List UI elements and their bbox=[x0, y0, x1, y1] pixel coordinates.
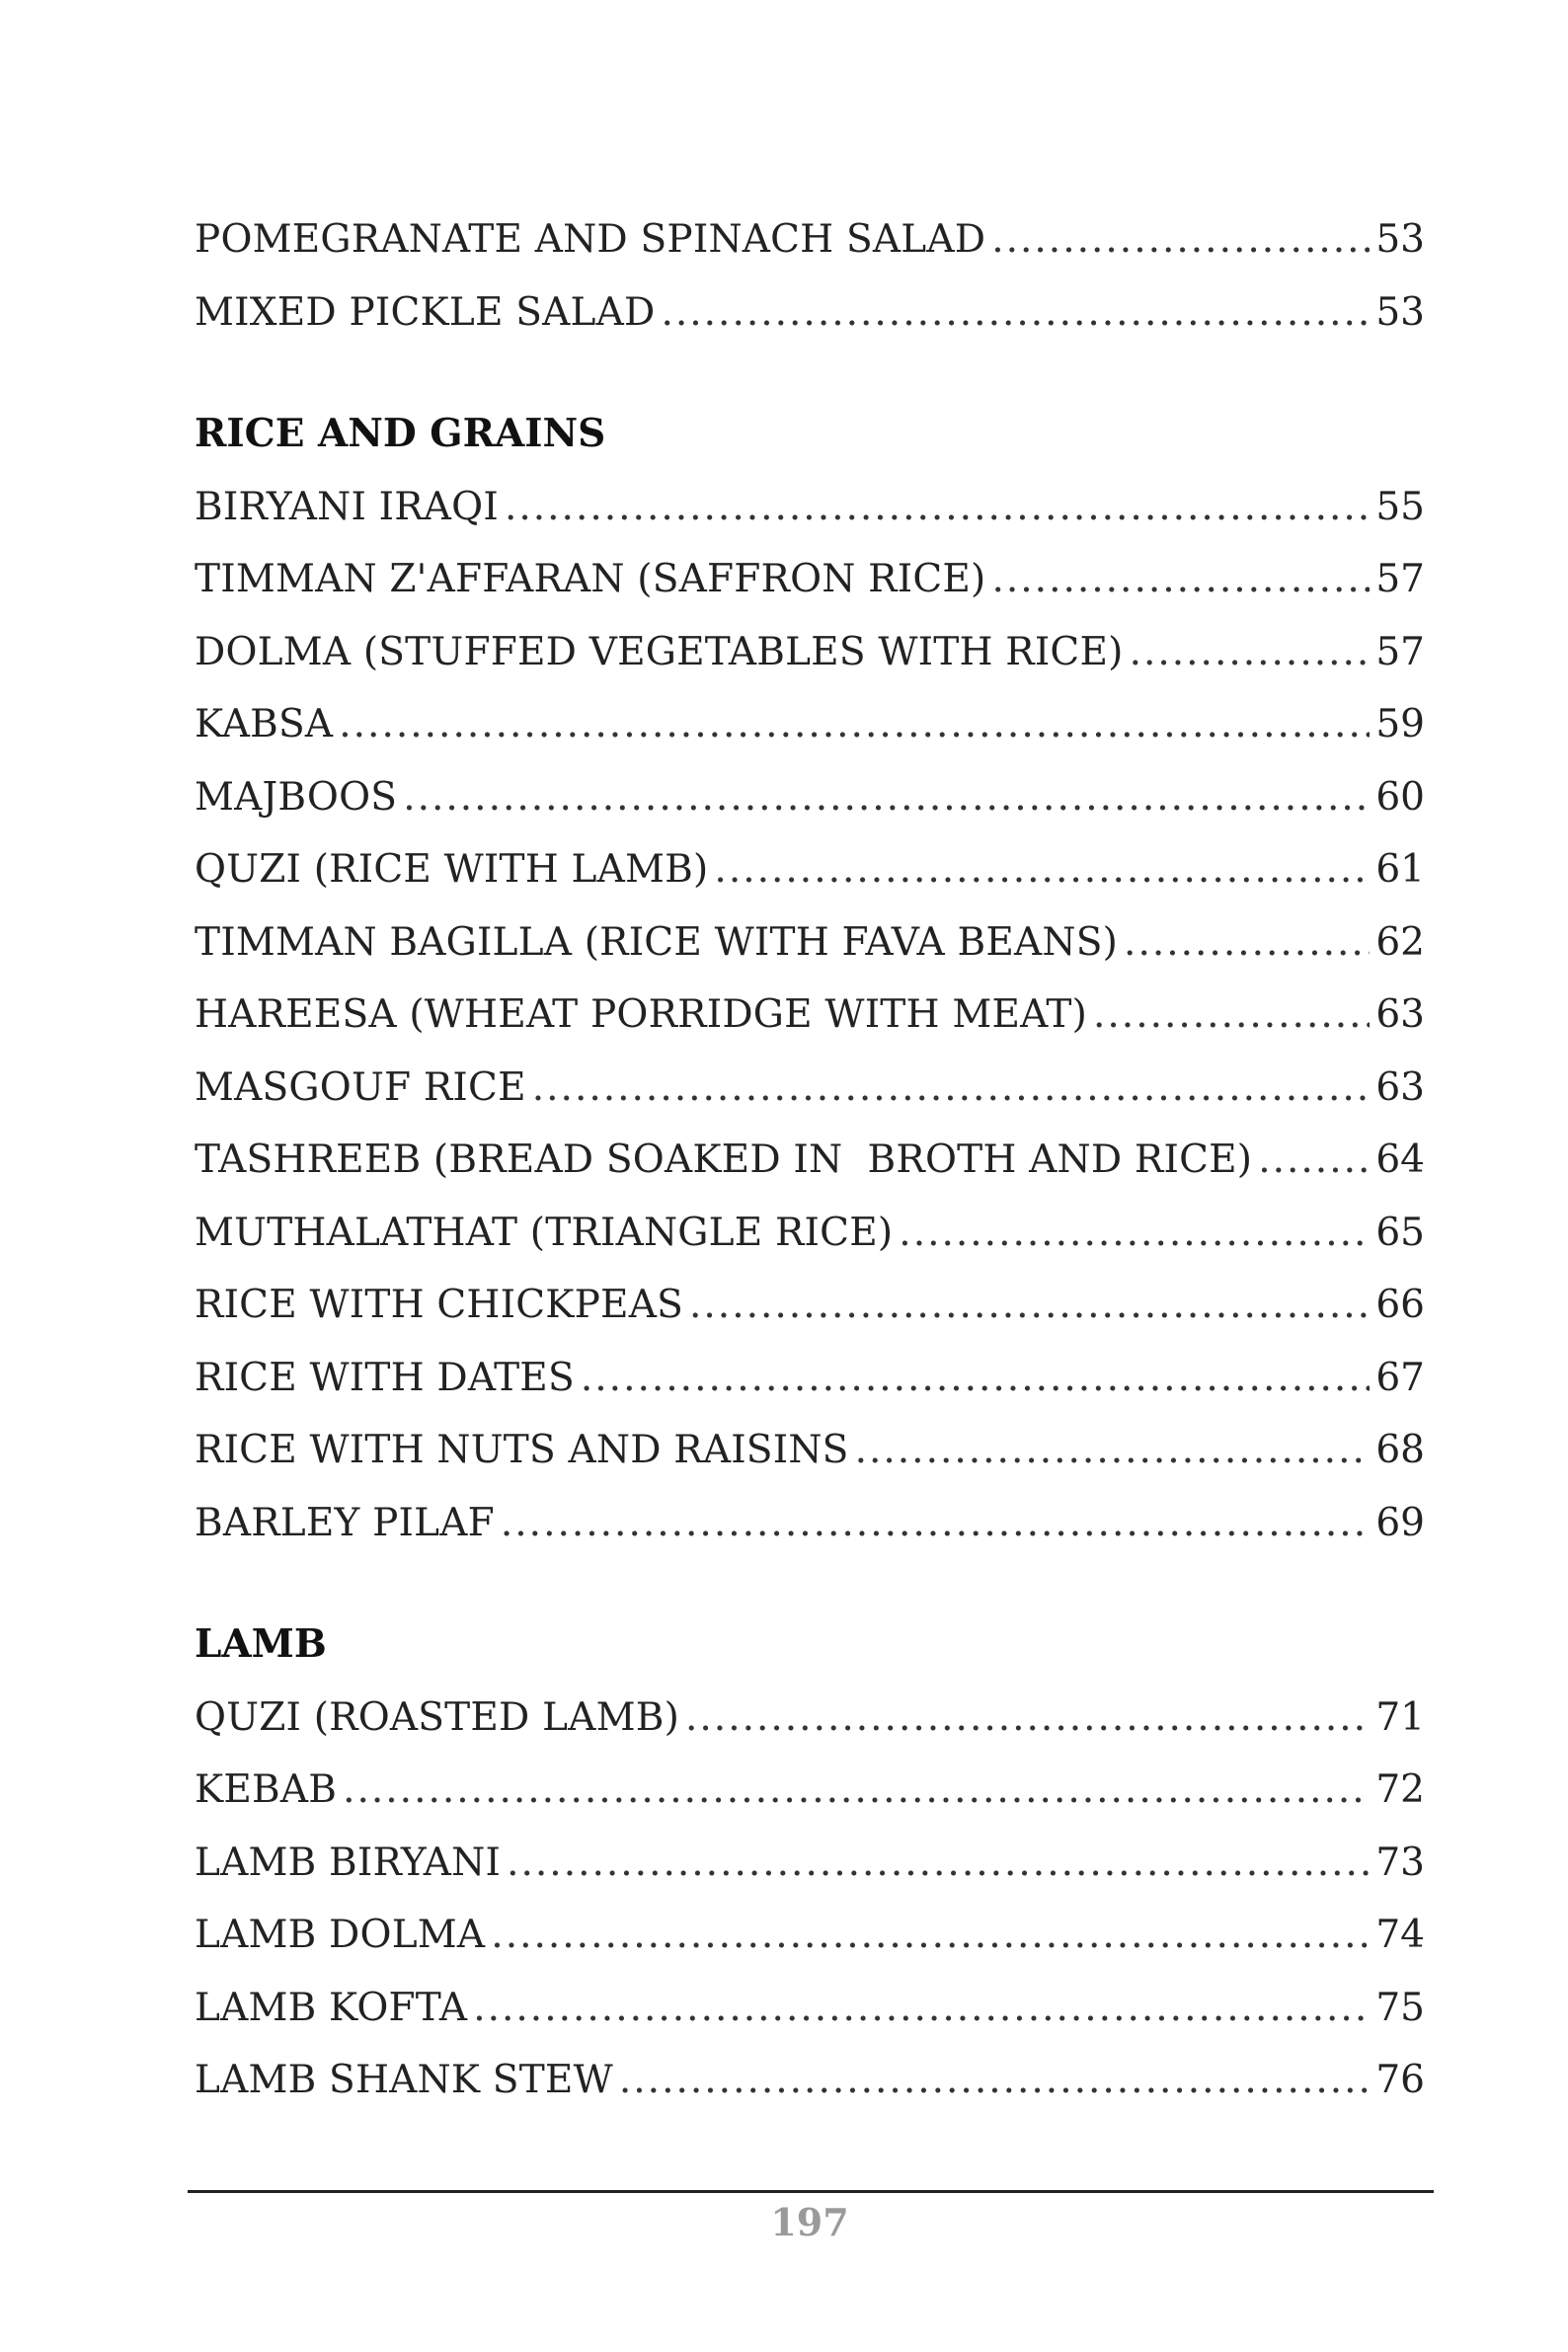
dot-leader bbox=[689, 1269, 1370, 1342]
toc-entry-title: LAMB BIRYANI bbox=[195, 1840, 502, 1885]
dot-leader bbox=[501, 1487, 1370, 1560]
toc-entry-title: LAMB SHANK STEW bbox=[195, 2058, 613, 2102]
toc-entry[interactable] bbox=[195, 1124, 1425, 1197]
toc-entry[interactable] bbox=[195, 906, 1425, 980]
dot-leader bbox=[532, 1052, 1371, 1125]
dot-leader bbox=[619, 2044, 1370, 2117]
toc-entry[interactable] bbox=[195, 616, 1425, 689]
dot-leader bbox=[661, 276, 1370, 350]
dot-leader bbox=[991, 543, 1370, 616]
toc-entry-title: QUZI (ROASTED LAMB) bbox=[195, 1694, 679, 1740]
toc-entry-page: 71 bbox=[1375, 1694, 1425, 1740]
section-spacer bbox=[195, 349, 1425, 398]
toc-entry-title: TIMMAN Z'AFFARAN (SAFFRON RICE) bbox=[195, 557, 986, 601]
toc-entry[interactable] bbox=[195, 1487, 1425, 1560]
dot-leader bbox=[855, 1414, 1371, 1487]
toc-entry[interactable] bbox=[195, 833, 1425, 906]
toc-entry[interactable] bbox=[195, 688, 1425, 761]
dot-leader bbox=[1093, 979, 1370, 1052]
dot-leader bbox=[339, 688, 1370, 761]
toc-entry[interactable] bbox=[195, 1972, 1425, 2045]
dot-leader bbox=[473, 1972, 1370, 2045]
dot-leader bbox=[991, 203, 1370, 276]
toc-entry[interactable] bbox=[195, 1414, 1425, 1487]
toc-entry-title: LAMB KOFTA bbox=[195, 1985, 468, 2030]
toc-entry[interactable] bbox=[195, 1899, 1425, 1972]
dot-leader bbox=[1130, 616, 1371, 689]
toc-entry-title: MAJBOOS bbox=[195, 774, 398, 820]
toc-entry[interactable] bbox=[195, 1827, 1425, 1900]
toc-entry[interactable] bbox=[195, 471, 1425, 544]
toc-entry-page: 61 bbox=[1375, 847, 1425, 892]
toc-entry-page: 63 bbox=[1375, 992, 1425, 1037]
dot-leader bbox=[507, 1827, 1370, 1900]
toc-entry-title: MIXED PICKLE SALAD bbox=[195, 289, 656, 335]
dot-leader bbox=[581, 1342, 1370, 1415]
section-heading-rice-and-grains: RICE AND GRAINS bbox=[195, 411, 606, 456]
toc-entry[interactable] bbox=[195, 1682, 1425, 1755]
page-number: 197 bbox=[770, 2200, 849, 2244]
toc-entry-title: RICE WITH DATES bbox=[195, 1355, 575, 1400]
toc-entry-title: BIRYANI IRAQI bbox=[195, 484, 499, 529]
dot-leader bbox=[505, 471, 1370, 544]
toc-entry-page: 73 bbox=[1375, 1840, 1425, 1885]
dot-leader bbox=[685, 1682, 1370, 1755]
toc-entry[interactable] bbox=[195, 979, 1425, 1052]
toc-entry-page: 68 bbox=[1375, 1428, 1425, 1472]
toc-entry[interactable] bbox=[195, 1342, 1425, 1415]
section-heading-lamb: LAMB bbox=[195, 1621, 327, 1667]
dot-leader bbox=[899, 1197, 1370, 1270]
toc-entry-page: 75 bbox=[1375, 1985, 1425, 2030]
toc-entry[interactable] bbox=[195, 1754, 1425, 1827]
toc-entry[interactable] bbox=[195, 1052, 1425, 1125]
dot-leader bbox=[491, 1899, 1370, 1972]
toc-entry-title: LAMB DOLMA bbox=[195, 1913, 486, 1957]
dot-leader bbox=[343, 1754, 1370, 1827]
footer-rule bbox=[188, 2190, 1434, 2193]
toc-entry[interactable] bbox=[195, 276, 1425, 350]
toc-entry-title: KABSA bbox=[195, 702, 334, 746]
toc-entry[interactable] bbox=[195, 2044, 1425, 2117]
toc-entry-page: 69 bbox=[1375, 1500, 1425, 1545]
toc-entry[interactable] bbox=[195, 761, 1425, 834]
toc-entry-title: QUZI (RICE WITH LAMB) bbox=[195, 847, 709, 892]
toc-entry-page: 63 bbox=[1375, 1064, 1425, 1110]
toc-entry-title: POMEGRANATE AND SPINACH SALAD bbox=[195, 217, 986, 262]
toc-entry-page: 57 bbox=[1375, 557, 1425, 601]
toc-entry-title: BARLEY PILAF bbox=[195, 1500, 495, 1545]
toc-entry-page: 66 bbox=[1375, 1283, 1425, 1327]
toc-entry-page: 53 bbox=[1375, 217, 1425, 262]
toc-entry-title: KEBAB bbox=[195, 1767, 338, 1812]
toc-entry-title: MUTHALATHAT (TRIANGLE RICE) bbox=[195, 1210, 894, 1255]
toc-entry-title: DOLMA (STUFFED VEGETABLES WITH RICE) bbox=[195, 629, 1124, 674]
dot-leader bbox=[714, 833, 1370, 906]
toc-entry[interactable] bbox=[195, 543, 1425, 616]
toc-entry-title: HAREESA (WHEAT PORRIDGE WITH MEAT) bbox=[195, 992, 1087, 1037]
toc-entry-page: 76 bbox=[1375, 2058, 1425, 2102]
dot-leader bbox=[1124, 906, 1370, 980]
section-spacer bbox=[195, 1559, 1425, 1608]
toc-entry[interactable] bbox=[195, 1197, 1425, 1270]
toc-entry-page: 72 bbox=[1375, 1767, 1425, 1812]
toc-entry[interactable] bbox=[195, 203, 1425, 276]
toc-entry-page: 59 bbox=[1375, 702, 1425, 746]
toc-entry-page: 53 bbox=[1375, 289, 1425, 335]
toc-entry-title: RICE WITH NUTS AND RAISINS bbox=[195, 1428, 849, 1472]
dot-leader bbox=[403, 761, 1370, 834]
toc-entry-title: RICE WITH CHICKPEAS bbox=[195, 1283, 684, 1327]
toc-entry-page: 74 bbox=[1375, 1913, 1425, 1957]
toc-entry[interactable] bbox=[195, 1269, 1425, 1342]
toc-entry-page: 62 bbox=[1375, 919, 1425, 965]
toc-entry-title: MASGOUF RICE bbox=[195, 1064, 526, 1110]
toc-entry-page: 60 bbox=[1375, 774, 1425, 820]
toc-entry-page: 57 bbox=[1375, 629, 1425, 674]
toc-entry-page: 65 bbox=[1375, 1210, 1425, 1255]
toc-entry-title: TASHREEB (BREAD SOAKED IN BROTH AND RICE) bbox=[195, 1137, 1253, 1182]
dot-leader bbox=[1258, 1124, 1370, 1197]
toc-entry-title: TIMMAN BAGILLA (RICE WITH FAVA BEANS) bbox=[195, 919, 1119, 965]
toc-entry-page: 55 bbox=[1375, 484, 1425, 529]
toc-entry-page: 67 bbox=[1375, 1355, 1425, 1400]
table-of-contents bbox=[195, 203, 1425, 2117]
toc-entry-page: 64 bbox=[1375, 1137, 1425, 1182]
